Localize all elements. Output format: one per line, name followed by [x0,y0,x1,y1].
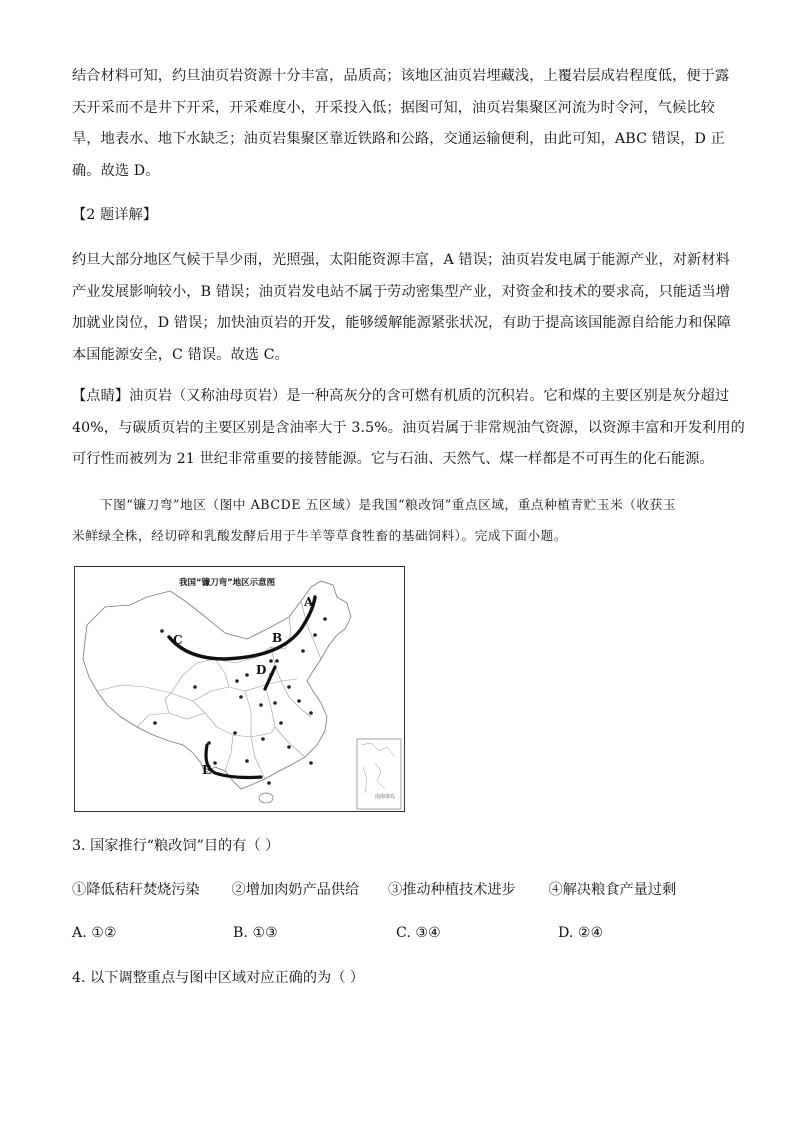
answer-explanation-2 [72,245,732,371]
statement-4: ④解决粮食产量过剩 [548,882,677,898]
question-4-stem: 4. 以下调整重点与图中区域对应正确的为（ ） [72,970,365,986]
intro-line: 下图“镰刀弯”地区（图中 ABCDE 五区域）是我国“粮改饲”重点区域，重点种植青贮玉米（收获玉 [100,497,677,512]
tip-line: 可行性而被列为 21 世纪非常重要的接替能源。它与石油、天然气、煤一样都是不可再生的化石能源。 [72,451,714,467]
question-3-statements [72,879,676,899]
tip-label: 【点睛】 [72,388,130,404]
region-label-b: B [272,631,283,645]
choice-c[interactable]: C. ③④ [396,925,441,941]
tip-line: 40%，与碳质页岩的主要区别是含油率大于 3.5%。油页岩属于非常规油气资源，以资源丰富和开发利用的 [72,419,745,436]
map-title: 我国“镰刀弯”地区示意图 [179,578,276,588]
statement-3: ③推动种植技术进步 [388,882,516,898]
statement-2: ②增加肉奶产品供给 [231,882,360,898]
tip-paragraph [72,381,745,476]
answer-explanation-1 [72,61,730,187]
choice-b[interactable]: B. ①③ [233,925,278,941]
choice-a[interactable]: A. ①② [72,925,117,941]
question-3-stem: 3. 国家推行“粮改饲”目的有（ ） [72,838,280,854]
text-line: 天开采而不是井下开采，开采难度小，开采投入低；据图可知，油页岩集聚区河流为时令河，气候比较 [72,99,715,116]
text-line: 约旦大部分地区气候干旱少雨，光照强，太阳能资源丰富，A 错误；油页岩发电属于能源产业，对新材料 [72,252,730,268]
text-line: 旱，地表水、地下水缺乏；油页岩集聚区靠近铁路和公路，交通运输便利，由此可知，ABC 错误，D 正 [72,131,725,147]
region-label-d: D [256,663,267,677]
text-line: 产业发展影响较小，B 错误；油页岩发电站不属于劳动密集型产业，对资金和技术的要求高，只能适当增 [72,283,731,300]
region-d-line [265,667,275,689]
text-line: 本国能源安全，C 错误。故选 C。 [72,346,289,363]
statement-1: ①降低秸秆焚烧污染 [72,882,200,898]
section-heading-q2: 【2 题详解】 [72,207,158,223]
text-line: 加就业岗位，D 错误；加快油页岩的开发，能够缓解能源紧张状况，有助于提高该国能源自给能力和保障 [72,315,732,331]
region-e-line [206,745,261,778]
text-line: 结合材料可知，约旦油页岩资源十分丰富，品质高；该地区油页岩埋藏浅，上覆岩层成岩程度低，便于露 [72,68,730,84]
china-sickle-region-map [74,566,405,812]
question-intro [72,489,726,551]
sickle-arc-abc [169,597,315,659]
region-label-c: C [173,633,183,647]
tip-line: 【点睛】油页岩（又称油母页岩）是一种高灰分的含可燃有机质的沉积岩。它和煤的主要区别是灰分超过 [72,388,730,404]
region-label-e: E [202,763,212,777]
map-graphic [75,567,404,811]
text-line: 确。故选 D。 [72,162,160,179]
choice-d[interactable]: D. ②④ [558,925,604,941]
region-label-a: A [304,595,314,609]
intro-line: 米鲜绿全株，经切碎和乳酸发酵后用于牛羊等草食牲畜的基础饲料）。完成下面小题。 [72,528,568,543]
inset-label: 南海诸岛 [375,794,396,800]
